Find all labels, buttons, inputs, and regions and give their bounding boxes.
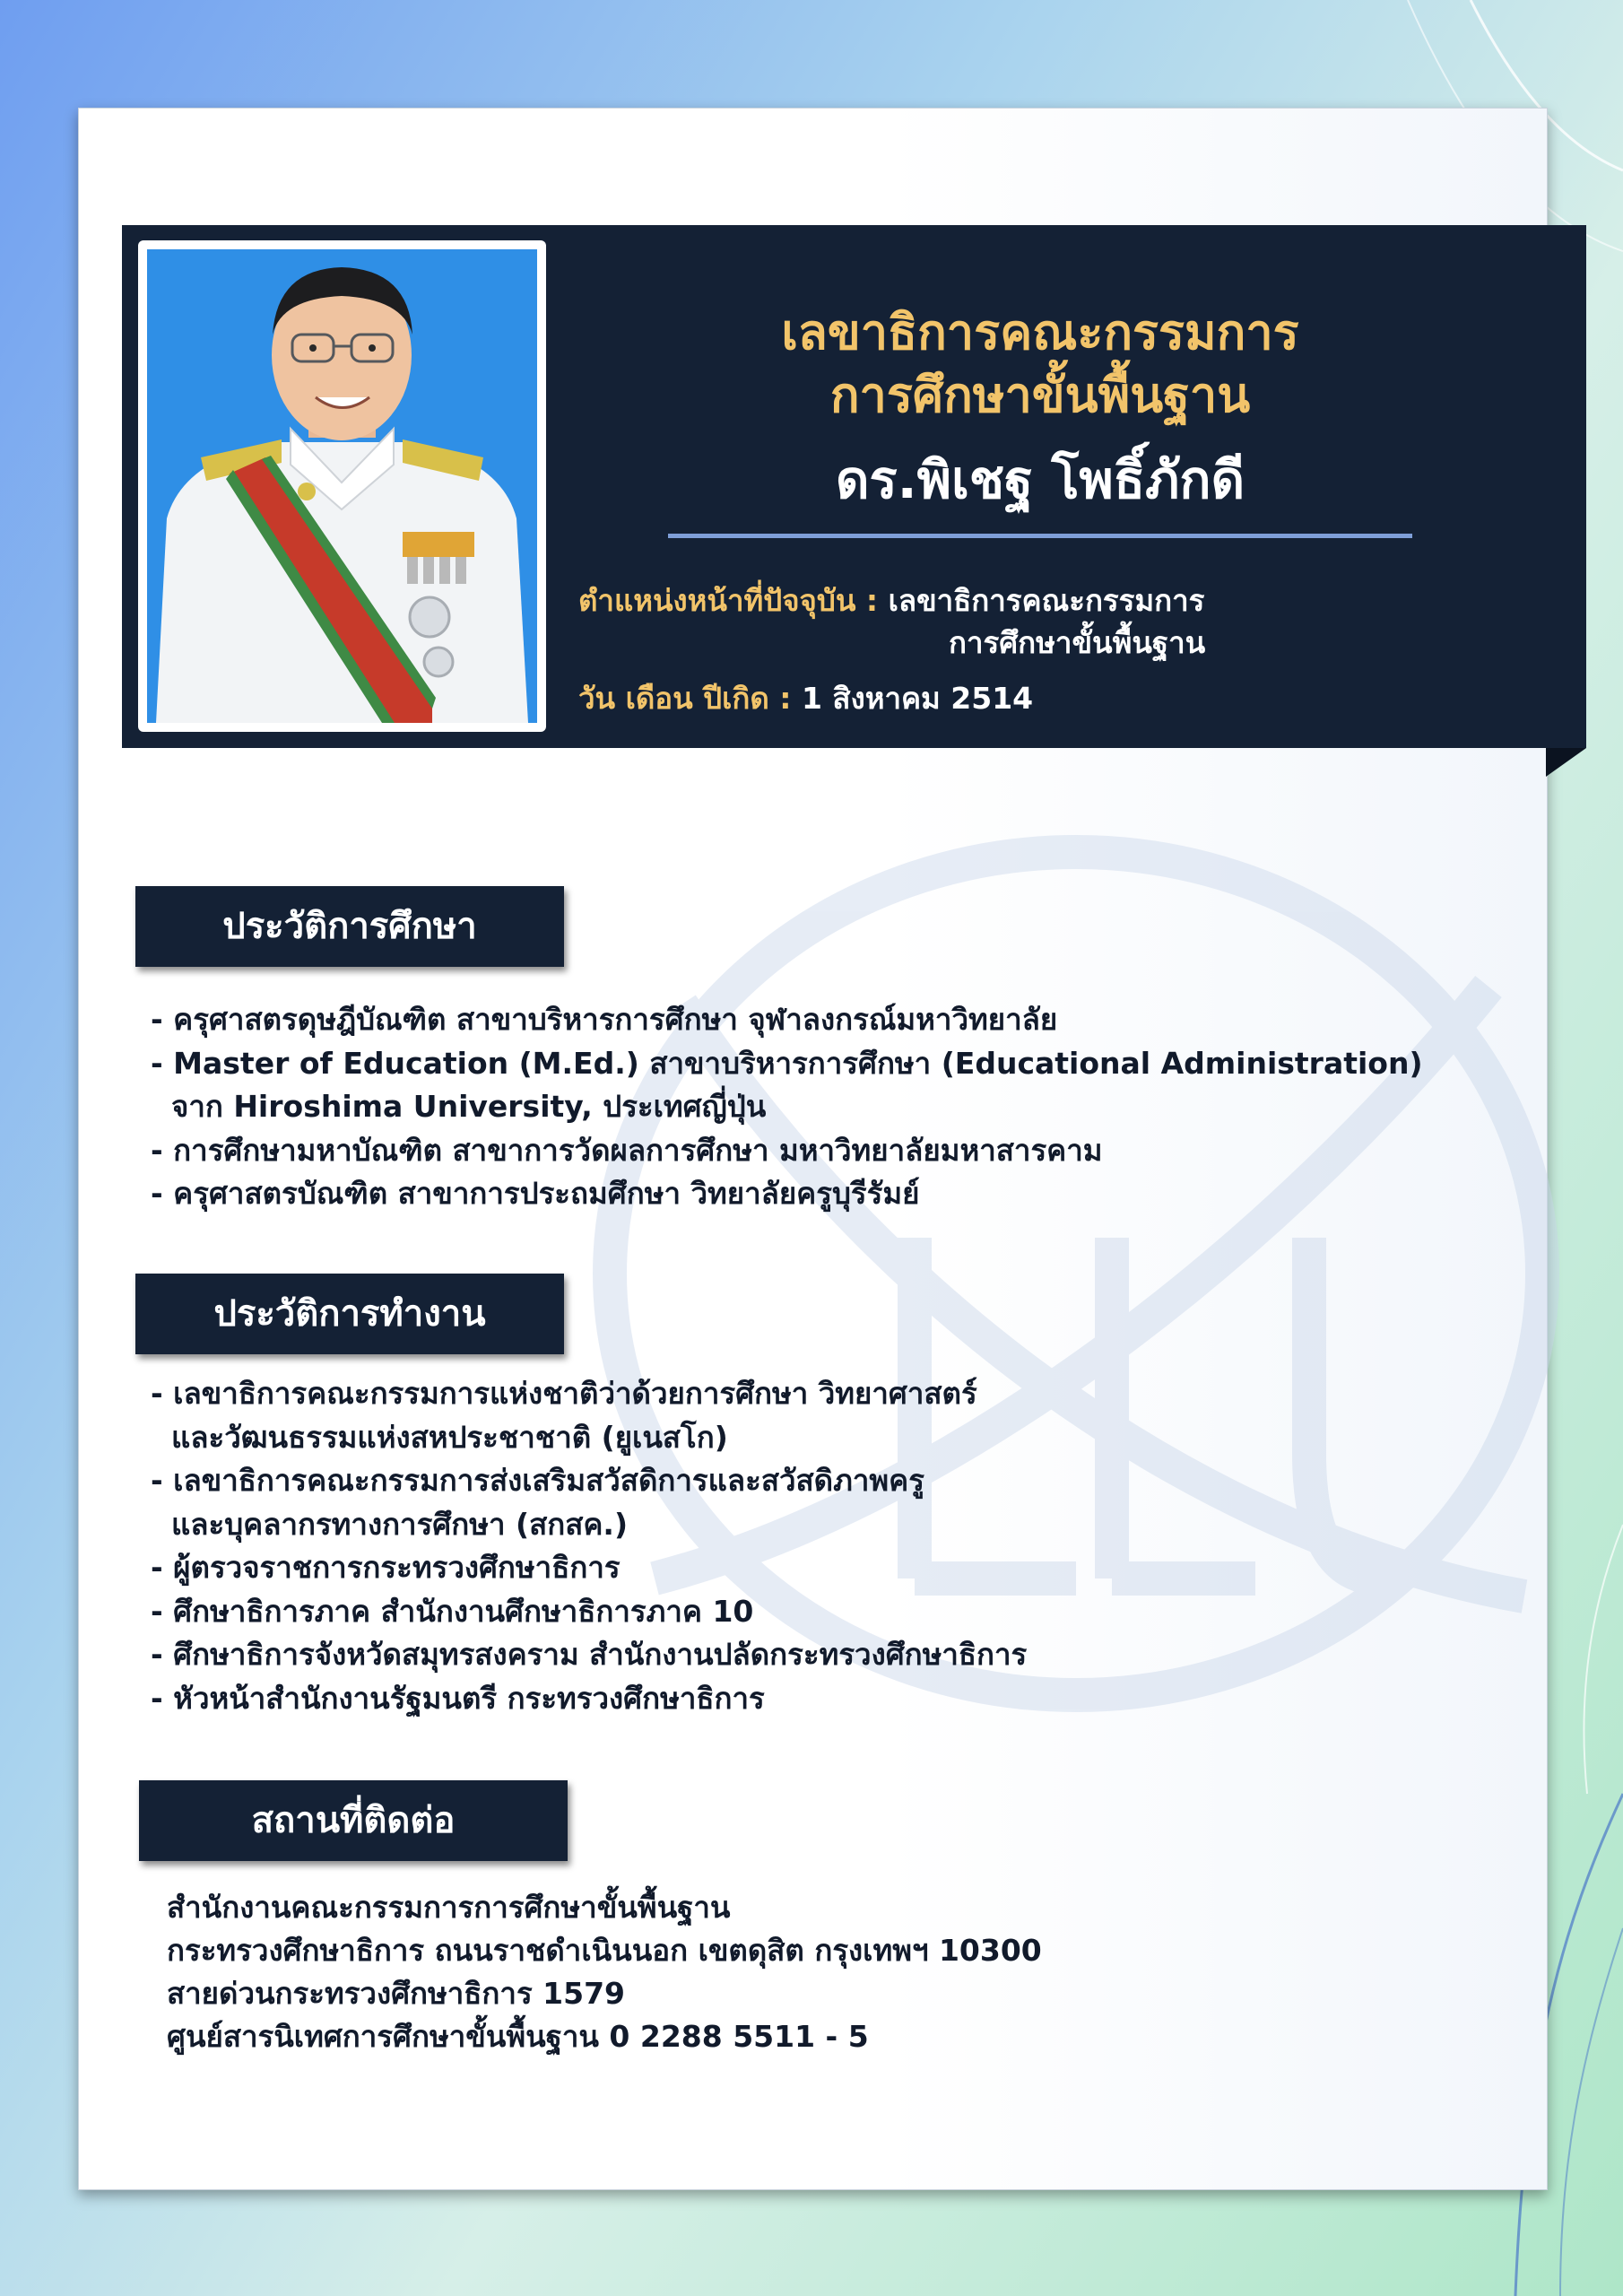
list-item: - ครุศาสตรดุษฎีบัณฑิต สาขาบริหารการศึกษา จุฬาลงกรณ์มหาวิทยาลัย xyxy=(151,1002,1058,1037)
person-name: ดร.พิเชฐ โพธิ์ภักดี xyxy=(835,449,1245,510)
list-item: - การศึกษามหาบัณฑิต สาขาการวัดผลการศึกษา มหาวิทยาลัยมหาสารคาม xyxy=(151,1132,1103,1168)
birth-label: วัน เดือน ปีเกิด : xyxy=(578,681,792,716)
education-heading: ประวัติการศึกษา xyxy=(135,886,564,967)
contact-line: สายด่วนกระทรวงศึกษาธิการ 1579 xyxy=(167,1976,626,2011)
list-item: - เลขาธิการคณะกรรมการแห่งชาติว่าด้วยการศึกษา วิทยาศาสตร์ xyxy=(151,1376,977,1411)
contact-line: กระทรวงศึกษาธิการ ถนนราชดำเนินนอก เขตดุสิต กรุงเทพฯ 10300 xyxy=(167,1933,1042,1968)
list-item: และบุคลากรทางการศึกษา (สกสค.) xyxy=(151,1506,629,1542)
position-label: ตำแหน่งหน้าที่ปัจจุบัน : xyxy=(578,583,879,618)
contact-line: สำนักงานคณะกรรมการการศึกษาขั้นพื้นฐาน xyxy=(167,1890,731,1925)
portrait-photo xyxy=(147,249,537,723)
work-heading: ประวัติการทำงาน xyxy=(135,1274,564,1354)
contact-line: ศูนย์สารนิเทศการศึกษาขั้นพื้นฐาน 0 2288 5511 - 5 xyxy=(167,2019,869,2054)
birth-value: 1 สิงหาคม 2514 xyxy=(801,681,1034,716)
list-item: - ศึกษาธิการภาค สำนักงานศึกษาธิการภาค 10 xyxy=(151,1593,754,1629)
name-underline xyxy=(668,534,1412,538)
position-row xyxy=(578,581,1204,621)
position-value-line1: เลขาธิการคณะกรรมการ xyxy=(888,583,1205,618)
list-item: - Master of Education (M.Ed.) สาขาบริหารการศึกษา (Educational Administration) xyxy=(151,1045,1423,1081)
work-list xyxy=(151,1372,1027,1720)
list-item: - ศึกษาธิการจังหวัดสมุทรสงคราม สำนักงานปลัดกระทรวงศึกษาธิการ xyxy=(151,1637,1028,1672)
list-item: - ผู้ตรวจราชการกระทรวงศึกษาธิการ xyxy=(151,1550,621,1585)
list-item: - ครุศาสตรบัณฑิต สาขาการประถมศึกษา วิทยาลัยครูบุรีรัมย์ xyxy=(151,1176,920,1211)
position-row-2 xyxy=(949,623,1205,663)
title-line-1: เลขาธิการคณะกรรมการ xyxy=(781,304,1299,361)
list-item: จาก Hiroshima University, ประเทศญี่ปุ่น xyxy=(151,1089,767,1124)
list-item: และวัฒนธรรมแห่งสหประชาชาติ (ยูเนสโก) xyxy=(151,1419,728,1455)
contact-block xyxy=(167,1886,1042,2058)
birth-row xyxy=(578,679,1033,718)
banner-fold xyxy=(1546,748,1586,777)
title-line-2: การศึกษาขั้นพื้นฐาน xyxy=(829,367,1251,423)
list-item: - เลขาธิการคณะกรรมการส่งเสริมสวัสดิการและสวัสดิภาพครู xyxy=(151,1463,924,1498)
position-value-line2: การศึกษาขั้นพื้นฐาน xyxy=(949,625,1206,660)
portrait-illustration xyxy=(147,249,537,723)
list-item: - หัวหน้าสำนักงานรัฐมนตรี กระทรวงศึกษาธิการ xyxy=(151,1680,765,1716)
contact-heading: สถานที่ติดต่อ xyxy=(139,1780,568,1861)
education-list xyxy=(151,998,1423,1216)
